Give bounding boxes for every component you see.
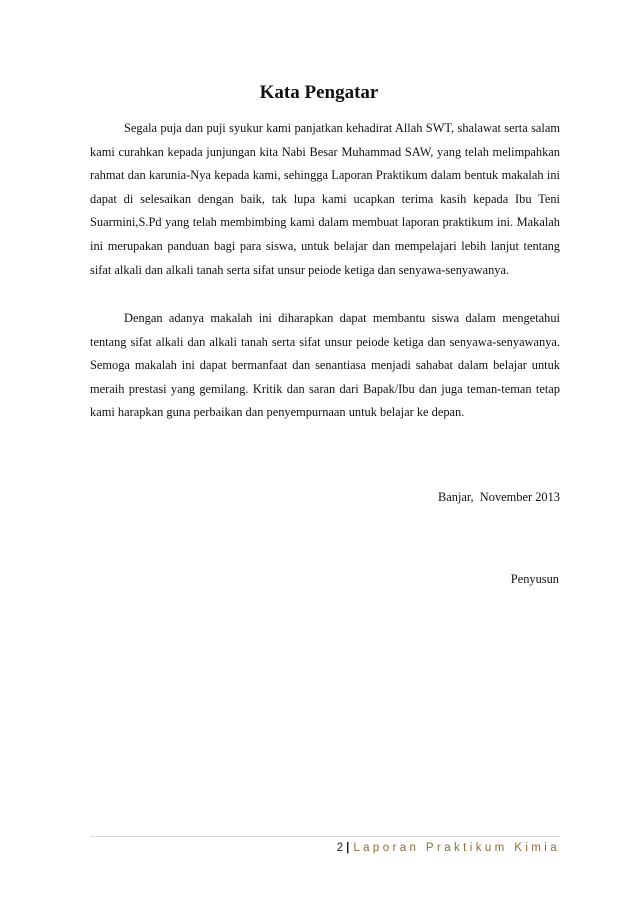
running-title: Laporan Praktikum Kimia (353, 842, 560, 854)
page-footer (337, 840, 560, 856)
page-number: 2 (336, 842, 344, 854)
footer-divider (90, 836, 560, 837)
page-title: Kata Pengatar (259, 82, 379, 103)
place-date: Banjar, November 2013 (437, 490, 560, 504)
footer-separator: | (346, 842, 350, 854)
paragraph-closing: Dengan adanya makalah ini diharapkan dapat membantu siswa dalam mengetahui tentang sifat alkali dan alkali tanah serta sifat unsur peiode ketiga dan senyawa-senyawanya. Semoga makalah ini dapat bermanfaat dan senantiasa menjadi sahabat dalam belajar untuk meraih prestasi yang gemilang. Kritik dan saran dari Bapak/Ibu dan juga teman-teman tetap kami harapkan guna perbaikan dan penyempurnaan untuk belajar ke depan. (90, 311, 560, 420)
author-signature: Penyusun (510, 572, 559, 586)
paragraph-intro: Segala puja dan puji syukur kami panjatkan kehadirat Allah SWT, shalawat serta salam kami curahkan kepada junjungan kita Nabi Besar Muhammad SAW, yang telah melimpahkan rahmat dan karunia-Nya kepada kami, sehingga Laporan Praktikum dalam bentuk makalah ini dapat di selesaikan dengan baik, tak lupa kami ucapkan terima kasih kepada Ibu Teni Suarmini,S.Pd yang telah membimbing kami dalam membuat laporan praktikum ini. Makalah ini merupakan panduan bagi para siswa, untuk belajar dan mempelajari lebih lanjut tentang sifat alkali dan alkali tanah serta sifat unsur peiode ketiga dan senyawa-senyawanya. (90, 121, 560, 277)
